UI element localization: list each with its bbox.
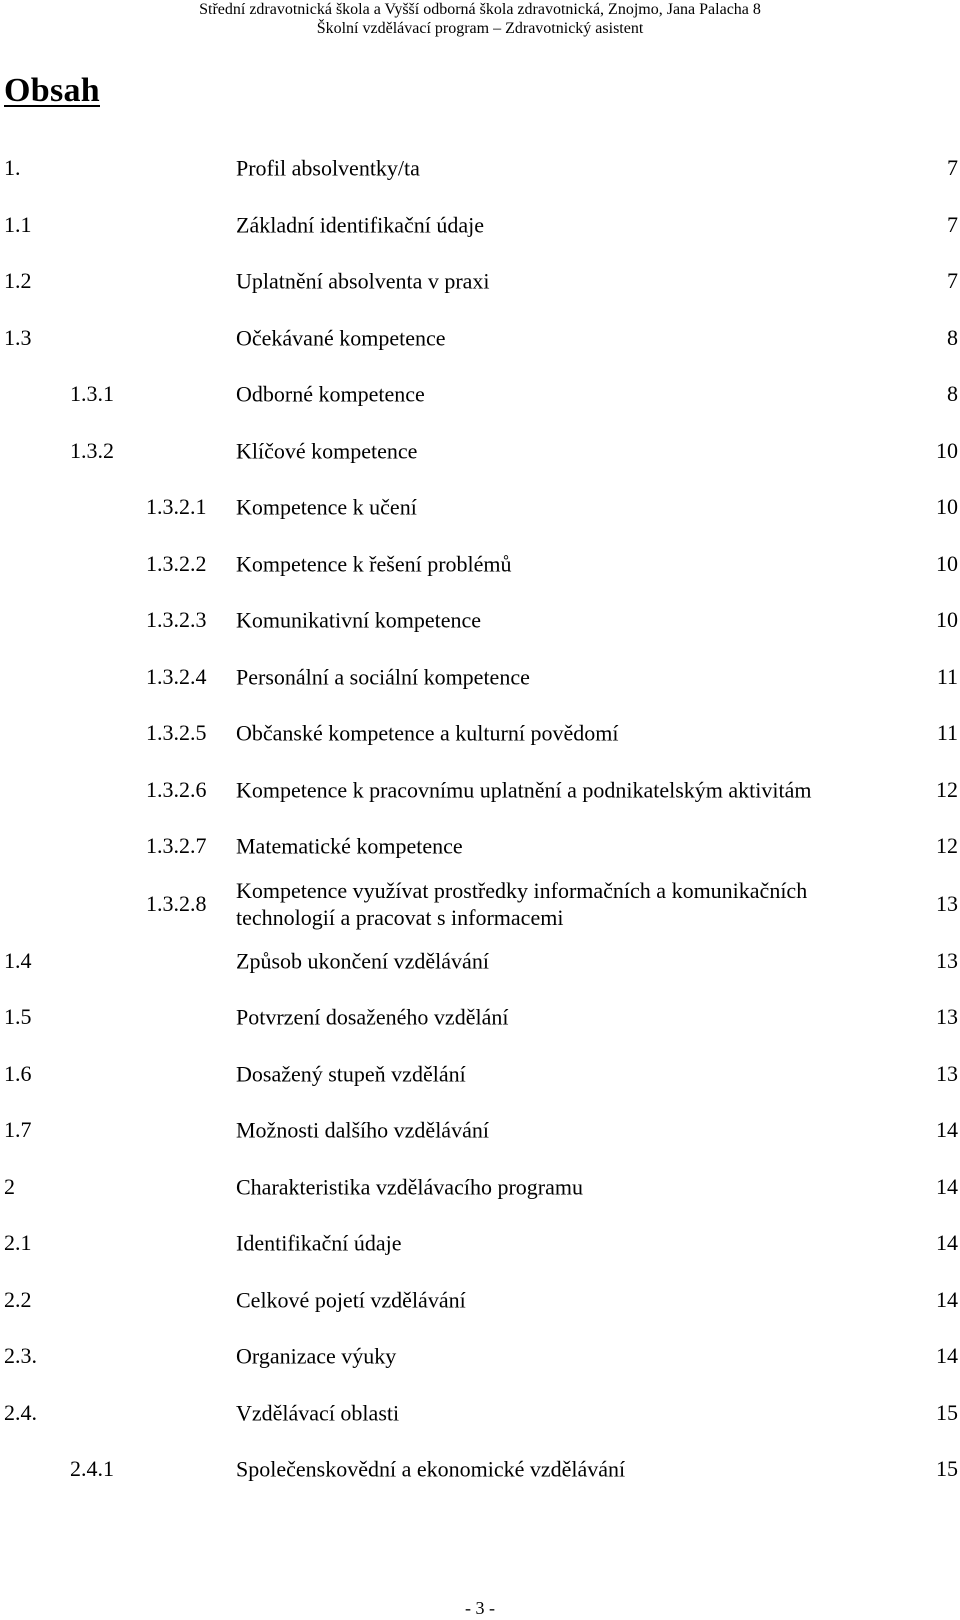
toc-entry-page: 11 [936,663,958,689]
toc-entry-number: 1.3.2.6 [146,776,207,802]
toc-entry-title: Uplatnění absolventa v praxi [236,268,490,294]
toc-entry-number: 2.4.1 [70,1456,114,1482]
toc-entry-page: 13 [936,947,958,973]
toc-entry-title: Organizace výuky [236,1343,397,1369]
toc-entry[interactable] [0,310,960,367]
toc-entry-page: 10 [936,437,958,463]
toc-entry-number: 1.3.2.3 [146,607,207,633]
toc-entry[interactable] [0,818,960,875]
toc-entry-page: 14 [936,1173,958,1199]
toc-entry[interactable] [0,1385,960,1442]
toc-entry-number: 2.3. [4,1343,37,1369]
toc-entry[interactable] [0,1328,960,1385]
page-title: Obsah [4,72,100,109]
toc-entry-title: Kompetence k pracovnímu uplatnění a podnikatelským aktivitám [236,777,812,803]
toc-entry-page: 11 [936,720,958,746]
toc-entry-title: Vzdělávací oblasti [236,1400,400,1426]
toc-entry-number: 1.6 [4,1060,32,1086]
toc-entry-page: 10 [936,550,958,576]
toc-entry-page: 13 [936,1060,958,1086]
toc-entry-page: 12 [936,776,958,802]
toc-entry[interactable] [0,1102,960,1159]
header-school-name: Střední zdravotnická škola a Vyšší odborná škola zdravotnická, Znojmo, Jana Palacha 8 [199,1,761,18]
toc-entry[interactable] [0,140,960,197]
toc-entry-title: Očekávané kompetence [236,325,446,351]
toc-entry[interactable] [0,423,960,480]
toc-entry[interactable] [0,1215,960,1272]
toc-entry-number: 2.2 [4,1286,32,1312]
toc-entry-page: 8 [947,324,958,350]
toc-entry-page: 13 [936,890,958,916]
toc-entry[interactable] [0,366,960,423]
toc-entry-title: Kompetence k učení [236,494,417,520]
toc-entry-number: 2 [4,1173,15,1199]
toc-entry-number: 1.3.2.7 [146,833,207,859]
toc-entry[interactable] [0,592,960,649]
toc-entry-title: Kompetence k řešení problémů [236,551,512,577]
toc-entry-title: Kompetence využívat prostředky informačních a komunikačních technologií a pracovat s informacemi [236,877,808,930]
toc-entry-title: Dosažený stupeň vzdělání [236,1061,466,1087]
toc-entry-page: 10 [936,494,958,520]
toc-entry-page: 7 [947,155,958,181]
toc-entry[interactable] [0,1272,960,1329]
toc-entry-title: Celkové pojetí vzdělávání [236,1287,466,1313]
toc-entry-page: 12 [936,833,958,859]
toc-entry-title: Charakteristika vzdělávacího programu [236,1174,583,1200]
toc-entry-number: 1.3.2 [70,437,114,463]
toc-entry-number: 1.3 [4,324,32,350]
toc-entry-title: Způsob ukončení vzdělávání [236,948,489,974]
toc-entry-number: 1.5 [4,1004,32,1030]
toc-entry[interactable] [0,649,960,706]
toc-entry-page: 15 [936,1399,958,1425]
toc-entry[interactable] [0,536,960,593]
toc-entry-title: Základní identifikační údaje [236,212,485,238]
toc-entry[interactable] [0,875,960,933]
toc-entry-number: 1.7 [4,1117,32,1143]
toc-entry-title: Potvrzení dosaženého vzdělání [236,1004,509,1030]
toc-entry[interactable] [0,989,960,1046]
toc-entry-number: 1.3.2.8 [146,890,207,916]
toc-entry[interactable] [0,705,960,762]
toc-entry-number: 1.3.1 [70,381,114,407]
toc-entry-title: Společenskovědní a ekonomické vzdělávání [236,1456,626,1482]
toc-entry-number: 1.2 [4,268,32,294]
toc-entry[interactable] [0,253,960,310]
page-number: - 3 - [465,1598,495,1618]
toc-entry-number: 1.1 [4,211,32,237]
toc-entry-page: 14 [936,1286,958,1312]
toc-entry-page: 14 [936,1230,958,1256]
toc-entry-title: Matematické kompetence [236,833,463,859]
table-of-contents [0,140,960,1498]
toc-entry-title: Možnosti dalšího vzdělávání [236,1117,489,1143]
toc-entry-number: 1.3.2.2 [146,550,207,576]
toc-entry-page: 8 [947,381,958,407]
toc-entry[interactable] [0,1046,960,1103]
toc-entry-number: 1.3.2.1 [146,494,207,520]
toc-entry[interactable] [0,1159,960,1216]
toc-entry[interactable] [0,197,960,254]
toc-entry-number: 2.1 [4,1230,32,1256]
toc-entry-page: 15 [936,1456,958,1482]
toc-entry-title: Personální a sociální kompetence [236,664,530,690]
toc-entry-page: 7 [947,268,958,294]
toc-entry-number: 1.3.2.4 [146,663,207,689]
toc-entry-title: Identifikační údaje [236,1230,402,1256]
toc-entry-number: 1.3.2.5 [146,720,207,746]
toc-entry[interactable] [0,1441,960,1498]
toc-entry-page: 14 [936,1117,958,1143]
toc-entry-number: 1.4 [4,947,32,973]
toc-entry[interactable] [0,479,960,536]
toc-entry-page: 7 [947,211,958,237]
toc-entry-page: 10 [936,607,958,633]
toc-entry-title: Komunikativní kompetence [236,607,481,633]
toc-entry-page: 14 [936,1343,958,1369]
toc-entry-title: Profil absolventky/ta [236,155,420,181]
toc-entry-number: 1. [4,155,21,181]
toc-entry[interactable] [0,933,960,990]
toc-entry-title: Občanské kompetence a kulturní povědomí [236,720,619,746]
toc-entry-number: 2.4. [4,1399,37,1425]
toc-entry[interactable] [0,762,960,819]
toc-entry-title: Odborné kompetence [236,381,425,407]
toc-entry-title: Klíčové kompetence [236,438,418,464]
toc-entry-page: 13 [936,1004,958,1030]
header-program-name: Školní vzdělávací program – Zdravotnický asistent [316,20,644,37]
